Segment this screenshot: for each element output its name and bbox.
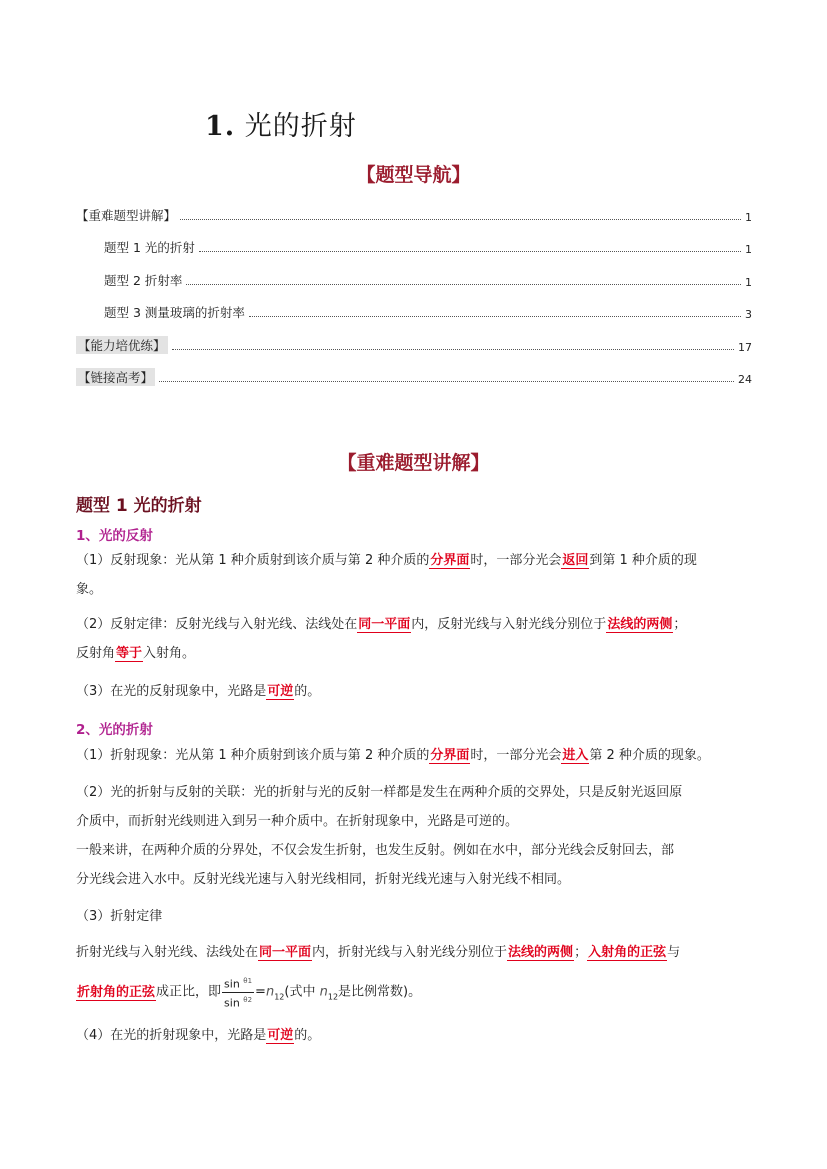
reflection-p2: （2）反射定律：反射光线与入射光线、法线处在同一平面内，反射光线与入射光线分别位于法线的两侧； 反射角等于入射角。 <box>76 617 687 661</box>
toc-entry-type1[interactable] <box>104 238 752 256</box>
highlight: 法线的两侧 <box>508 945 574 960</box>
toc-leader <box>172 349 734 350</box>
highlight: 进入 <box>562 748 589 763</box>
toc-entry-gaokao[interactable] <box>76 368 752 386</box>
highlight: 返回 <box>562 553 589 568</box>
sine-fraction: $\frac{\sin ^{\theta 1}}{\sin ^{\theta 2}}$ <box>222 974 254 1010</box>
refraction-p3: （3）折射定律 <box>76 909 163 924</box>
highlight: 同一平面 <box>358 617 411 632</box>
page-title <box>205 104 357 143</box>
title-number: 1. <box>205 111 236 142</box>
refraction-p4: 折射光线与入射光线、法线处在同一平面内，折射光线与入射光线分别位于法线的两侧；入射角的正弦与 <box>76 945 681 960</box>
highlight: 可逆 <box>267 1028 294 1043</box>
toc-label: 【链接高考】 <box>78 370 154 385</box>
toc-leader <box>186 284 741 285</box>
toc-leader <box>180 219 741 220</box>
type1-heading: 题型 1 光的折射 <box>76 496 202 516</box>
toc-entry-main[interactable] <box>76 206 752 224</box>
highlight: 折射角的正弦 <box>77 984 156 1000</box>
highlight: 分界面 <box>430 748 470 763</box>
toc-page: 24 <box>738 373 752 386</box>
toc-label: 【能力培优练】 <box>78 338 166 353</box>
toc-page: 1 <box>745 243 752 256</box>
toc-page: 17 <box>738 341 752 354</box>
highlight: 等于 <box>116 646 143 661</box>
refraction-p1: （1）折射现象：光从第 1 种介质射到该介质与第 2 种介质的分界面时，一部分光会进入第 2 种介质的现象。 <box>76 748 710 763</box>
toc-leader <box>249 316 741 317</box>
reflection-heading: 1、光的反射 <box>76 528 153 544</box>
highlight: 同一平面 <box>259 945 312 960</box>
toc-label: 【重难题型讲解】 <box>76 208 177 223</box>
toc-entry-ability[interactable] <box>76 336 752 354</box>
reflection-p1: （1）反射现象：光从第 1 种介质射到该介质与第 2 种介质的分界面时，一部分光会返回到第 1 种介质的现 象。 <box>76 553 697 597</box>
reflection-p3: （3）在光的反射现象中，光路是可逆的。 <box>76 684 321 699</box>
refraction-p6: （4）在光的折射现象中，光路是可逆的。 <box>76 1028 321 1043</box>
highlight: 入射角的正弦 <box>588 945 667 960</box>
highlight: 可逆 <box>267 684 294 699</box>
section-heading: 【重难题型讲解】 <box>337 452 490 474</box>
title-text: 光的折射 <box>244 111 357 142</box>
highlight: 分界面 <box>430 553 470 568</box>
toc-page: 3 <box>745 308 752 321</box>
toc-label: 题型 2 折射率 <box>104 273 183 288</box>
toc-page: 1 <box>745 276 752 289</box>
toc-label: 题型 3 测量玻璃的折射率 <box>104 305 245 320</box>
toc-label: 题型 1 光的折射 <box>104 240 195 255</box>
refraction-p5: 折射角的正弦成正比，即 $\frac{\sin ^{\theta 1}}{\sin ^{\theta 2}}$ $=n_{12}$(式中 $n_{12}$是比例常数)。 <box>76 974 756 1011</box>
nav-heading: 【题型导航】 <box>356 164 471 186</box>
toc-leader <box>159 381 734 382</box>
refraction-heading: 2、光的折射 <box>76 722 153 738</box>
toc-entry-type3[interactable] <box>104 303 752 321</box>
toc-entry-type2[interactable] <box>104 271 752 289</box>
toc-page: 1 <box>745 211 752 224</box>
refraction-p2: （2）光的折射与反射的关联：光的折射与光的反射一样都是发生在两种介质的交界处，只是反射光返回原 介质中，而折射光线则进入到另一种介质中。在折射现象中，光路是可逆的。 一般来讲，在两种介质的分界处，不仅会发生折射，也发生反射。例如在水中，部分光线会反射回去，部 分光线会进入水中。反射光线光速与入射光线相同，折射光线光速与入射光线不相同。 <box>76 785 683 887</box>
toc-leader <box>199 251 741 252</box>
highlight: 法线的两侧 <box>607 617 673 632</box>
